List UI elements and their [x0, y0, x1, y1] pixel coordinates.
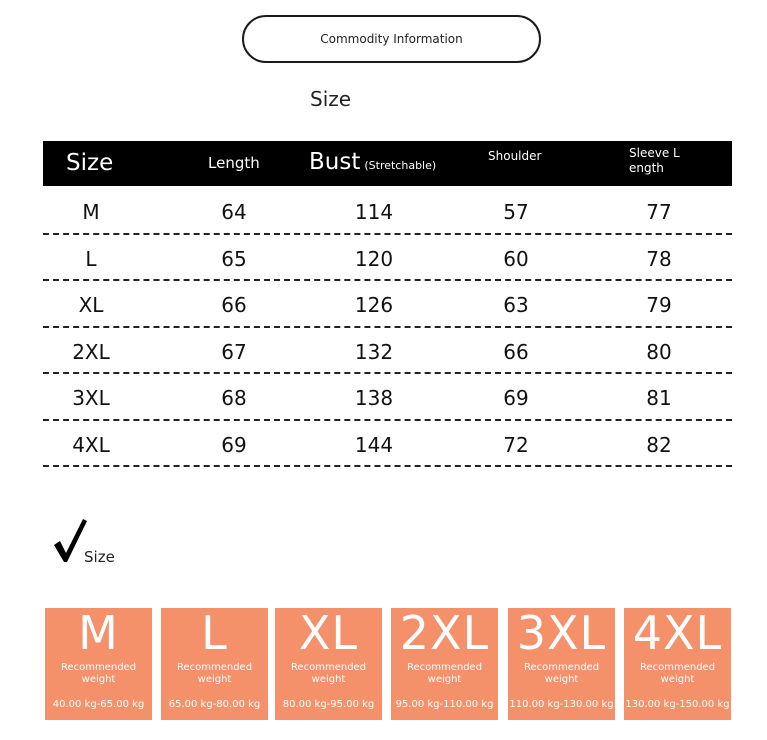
header-size: Size: [66, 150, 114, 176]
check-icon: [52, 517, 88, 563]
header-length: Length: [208, 154, 260, 172]
cell-bust: 120: [354, 246, 394, 271]
table-row: [43, 235, 732, 282]
cell-sleeve: 82: [646, 432, 672, 457]
header-bust-label: Bust: [309, 149, 361, 175]
cell-bust: 114: [354, 200, 394, 224]
cell-sleeve: 81: [646, 386, 672, 410]
header-shoulder: Shoulder: [488, 149, 542, 163]
cell-shoulder: 72: [503, 432, 529, 457]
cell-shoulder: 63: [503, 293, 529, 317]
cell-bust: 144: [354, 432, 394, 457]
card-weight-range: 110.00 kg-130.00 kg: [509, 699, 614, 710]
cell-shoulder: 57: [503, 200, 529, 224]
size-card-l: [161, 608, 268, 720]
cell-size: 2XL: [72, 339, 110, 364]
cell-length: 66: [221, 293, 247, 317]
size-card-3xl: [508, 608, 615, 720]
cell-sleeve: 77: [646, 200, 672, 224]
card-size: XL: [298, 606, 359, 660]
card-weight-range: 95.00 kg-110.00 kg: [395, 699, 494, 710]
cell-bust: 126: [354, 293, 394, 317]
size-table-body: [43, 188, 732, 467]
cell-size: L: [85, 246, 97, 271]
card-size: 3XL: [516, 606, 607, 660]
card-weight-range: 80.00 kg-95.00 kg: [282, 699, 375, 710]
header-sleeve-length: Sleeve Length: [629, 146, 680, 175]
card-size: 4XL: [632, 606, 723, 660]
card-recommended-label: Recommended weight: [176, 662, 253, 685]
cell-length: 68: [221, 386, 247, 410]
cell-length: 64: [221, 200, 247, 224]
card-recommended-label: Recommended weight: [60, 662, 137, 685]
cell-size: 3XL: [72, 386, 110, 410]
section-title: Size: [310, 87, 352, 111]
cell-sleeve: 79: [646, 293, 672, 317]
header-bust-note: (Stretchable): [364, 159, 437, 172]
card-recommended-label: Recommended weight: [290, 662, 367, 685]
cell-bust: 132: [354, 339, 394, 364]
size-card-m: [45, 608, 152, 720]
table-row: [43, 374, 732, 421]
card-weight-range: 40.00 kg-65.00 kg: [52, 699, 145, 710]
table-row: [43, 421, 732, 468]
cell-length: 65: [221, 246, 247, 271]
recommend-size-label: Size: [84, 548, 115, 566]
card-recommended-label: Recommended weight: [406, 662, 483, 685]
size-card-xl: [275, 608, 382, 720]
cell-shoulder: 66: [503, 339, 529, 364]
card-weight-range: 65.00 kg-80.00 kg: [168, 699, 261, 710]
card-recommended-label: Recommended weight: [523, 662, 600, 685]
card-size: L: [201, 606, 228, 660]
card-weight-range: 130.00 kg-150.00 kg: [625, 699, 730, 710]
cell-sleeve: 78: [646, 246, 672, 271]
card-size: M: [78, 606, 119, 660]
cell-shoulder: 60: [503, 246, 529, 271]
cell-size: XL: [78, 293, 104, 317]
table-row: [43, 281, 732, 328]
header-bust: [309, 149, 436, 175]
cell-length: 67: [221, 339, 247, 364]
cell-length: 69: [221, 432, 247, 457]
cell-size: M: [82, 200, 100, 224]
size-card-2xl: [391, 608, 498, 720]
card-recommended-label: Recommended weight: [639, 662, 716, 685]
size-card-4xl: [624, 608, 731, 720]
cell-bust: 138: [354, 386, 394, 410]
commodity-information-pill: Commodity Information: [242, 15, 541, 63]
cell-shoulder: 69: [503, 386, 529, 410]
size-table-header: [43, 141, 732, 186]
cell-sleeve: 80: [646, 339, 672, 364]
table-row: [43, 328, 732, 375]
card-size: 2XL: [399, 606, 490, 660]
cell-size: 4XL: [72, 432, 110, 457]
table-row: [43, 188, 732, 235]
